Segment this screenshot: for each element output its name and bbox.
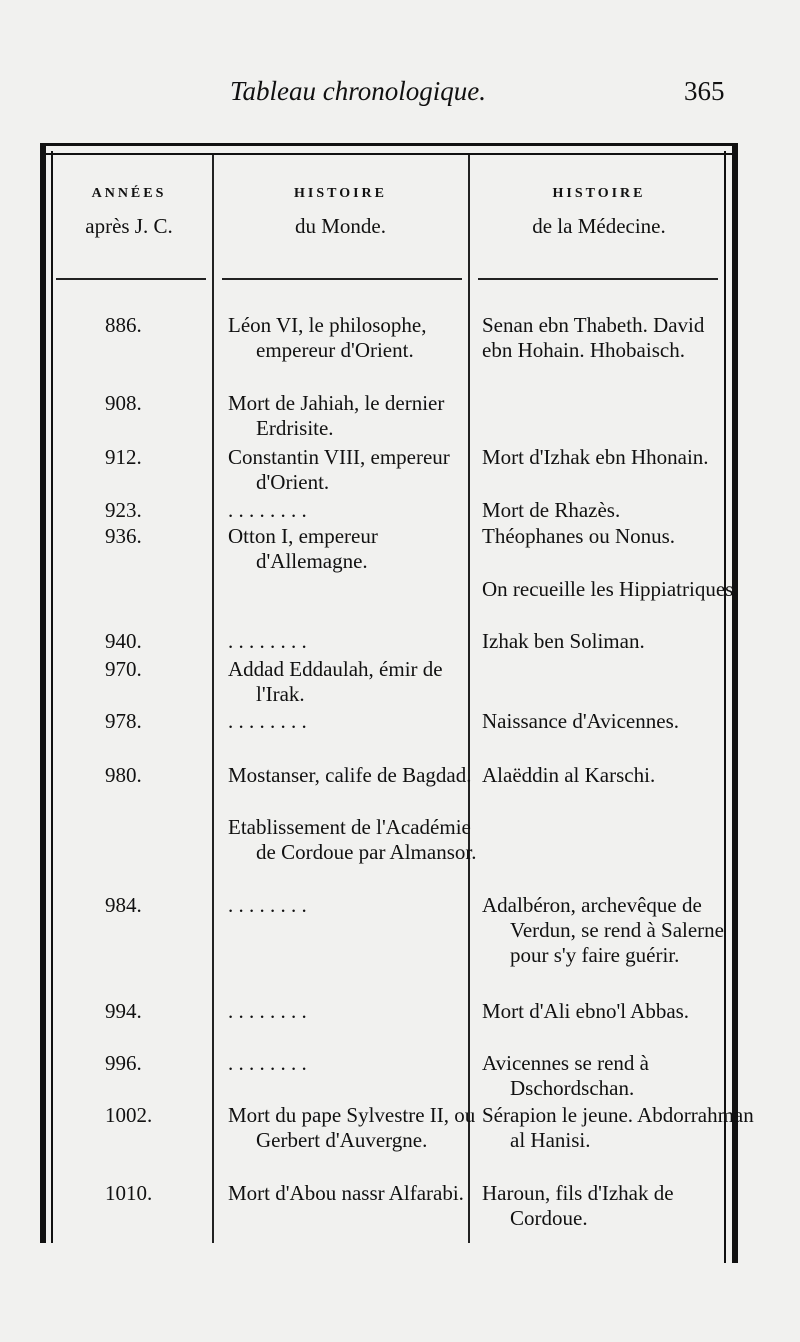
medicine-history-cell: On recueille les Hippiatriques.	[482, 577, 739, 601]
world-history-cell: . . . . . . . .	[228, 709, 307, 733]
table-top-rule	[40, 143, 738, 146]
column-header-medicine-sub: de la Médecine.	[532, 214, 666, 238]
medicine-history-cell: Haroun, fils d'Izhak de Cordoue.	[482, 1181, 674, 1230]
medicine-history-cell: Senan ebn Thabeth. David ebn Hohain. Hhobaisch.	[482, 313, 705, 362]
column-header-world-sub: du Monde.	[295, 214, 386, 238]
year-cell: 908.	[105, 391, 142, 415]
medicine-history-cell: Sérapion le jeune. Abdorrahman al Hanisi.	[482, 1103, 754, 1152]
year-cell: 1002.	[105, 1103, 153, 1127]
table-left-border-inner	[51, 151, 53, 1243]
medicine-history-cell: Mort d'Izhak ebn Hhonain.	[482, 445, 709, 469]
world-history-cell: Addad Eddaulah, émir de l'Irak.	[228, 657, 443, 706]
world-history-cell: . . . . . . . .	[228, 999, 307, 1023]
medicine-history-cell: Naissance d'Avicennes.	[482, 709, 679, 733]
world-history-cell: Otton I, empereur d'Allemagne.	[228, 524, 378, 573]
page-number: 365	[684, 76, 725, 106]
header-underline-years	[56, 278, 206, 280]
world-history-cell: Mort de Jahiah, le dernier Erdrisite.	[228, 391, 445, 440]
year-cell: 970.	[105, 657, 142, 681]
column-header-medicine	[474, 186, 724, 239]
table-top-rule-inner	[40, 153, 738, 155]
year-cell: 940.	[105, 629, 142, 653]
world-history-cell: Constantin VIII, empereur d'Orient.	[228, 445, 450, 494]
medicine-history-cell: Théophanes ou Nonus.	[482, 524, 676, 548]
world-history-cell: . . . . . . . .	[228, 893, 307, 917]
world-history-cell: . . . . . . . .	[228, 629, 307, 653]
world-history-cell: . . . . . . . .	[228, 498, 307, 522]
year-cell: 923.	[105, 498, 142, 522]
table-left-border	[40, 143, 46, 1243]
medicine-history-cell: Adalbéron, archevêque de Verdun, se rend à Salerne pour s'y faire guérir.	[482, 893, 724, 967]
year-cell: 978.	[105, 709, 142, 733]
header-underline-world	[222, 278, 462, 280]
world-history-cell: Léon VI, le philosophe, empereur d'Orient.	[228, 313, 427, 362]
world-history-cell: Mort d'Abou nassr Alfarabi.	[228, 1181, 464, 1205]
column-header-years-caps: ANNÉES	[91, 186, 167, 201]
column-header-world	[218, 186, 463, 239]
year-cell: 886.	[105, 313, 142, 337]
column-header-years-sub: après J. C.	[85, 214, 173, 238]
medicine-history-cell: Mort de Rhazès.	[482, 498, 621, 522]
medicine-history-cell: Avicennes se rend à Dschordschan.	[482, 1051, 649, 1100]
world-history-cell: Mort du pape Sylvestre II, ou Gerbert d'Auvergne.	[228, 1103, 476, 1152]
header-underline-medicine	[478, 278, 718, 280]
year-cell: 980.	[105, 763, 142, 787]
world-history-cell: Etablissement de l'Académie de Cordoue par Almansor.	[228, 815, 477, 864]
column-header-years	[54, 186, 204, 239]
year-cell: 984.	[105, 893, 142, 917]
medicine-history-cell: Mort d'Ali ebno'l Abbas.	[482, 999, 690, 1023]
year-cell: 996.	[105, 1051, 142, 1075]
chronology-table	[40, 143, 754, 1243]
year-cell: 994.	[105, 999, 142, 1023]
column-header-world-caps: HISTOIRE	[294, 186, 387, 201]
running-head: Tableau chronologique.	[230, 76, 486, 106]
medicine-history-cell: Alaëddin al Karschi.	[482, 763, 656, 787]
column-header-medicine-caps: HISTOIRE	[552, 186, 646, 201]
column-divider-1	[212, 155, 214, 1243]
world-history-cell: Mostanser, calife de Bagdad.	[228, 763, 472, 787]
medicine-history-cell: Izhak ben Soliman.	[482, 629, 645, 653]
year-cell: 936.	[105, 524, 142, 548]
year-cell: 912.	[105, 445, 142, 469]
world-history-cell: . . . . . . . .	[228, 1051, 307, 1075]
year-cell: 1010.	[105, 1181, 153, 1205]
